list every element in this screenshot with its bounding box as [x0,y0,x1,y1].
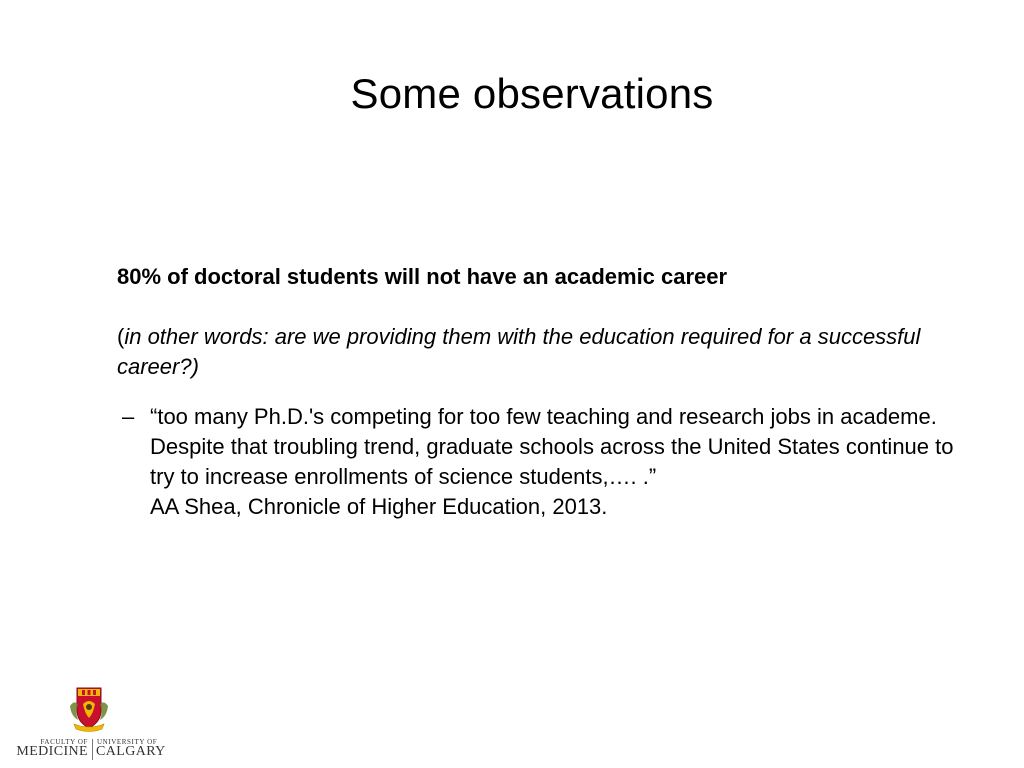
faculty-name: MEDICINE [16,744,88,759]
quote-bullet [117,402,967,522]
note-italic-text: in other words: are we providing them with the education required for a successful career?) [117,324,921,379]
university-crest-icon [66,684,112,732]
faculty-of-label: FACULTY OF [40,738,88,746]
quote-citation: AA Shea, Chronicle of Higher Education, 2013. [150,494,608,519]
parenthetical-note [117,322,967,382]
university-wordmark [6,738,176,764]
note-open-paren: ( [117,324,125,349]
slide-body [117,262,967,522]
key-statement: 80% of doctoral students will not have an academic career [117,264,728,289]
university-of-label: UNIVERSITY OF [97,738,158,746]
wordmark-divider [92,739,93,760]
dash-bullet-icon: – [122,404,135,429]
slide-title: Some observations [350,70,714,117]
university-name: CALGARY [96,744,166,759]
quote-text: “too many Ph.D.'s competing for too few teaching and research jobs in academe. Despite that troubling trend, graduate schools across the United States continue to try to increase enrollments of science students,…. .” [150,404,954,489]
